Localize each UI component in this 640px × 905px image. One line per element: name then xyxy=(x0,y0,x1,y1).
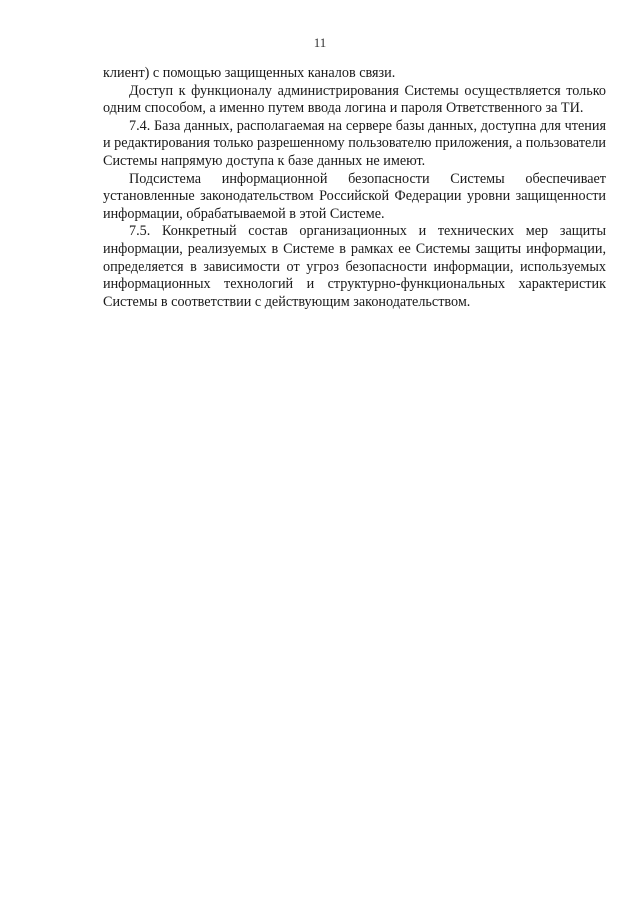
paragraph-7-5-protection-measures: 7.5. Конкретный состав организационных и технических мер защиты информации, реализуемых в Системе в рамках ее Системы защиты информации, определяется в зависимости от угроз безопасности информации, используемых информационных технологий и структурно-функциональных характеристик Системы в соответствии с действующим законодательством. xyxy=(103,223,606,310)
page-number: 11 xyxy=(313,35,327,50)
paragraph-admin-access: Доступ к функционалу администрирования Системы осуществляется только одним способом, а именно путем ввода логина и пароля Ответственного за ТИ. xyxy=(103,82,606,117)
paragraph-security-subsystem: Подсистема информационной безопасности Системы обеспечивает установленные законодательством Российской Федерации уровни защищенности информации, обрабатываемой в этой Системе. xyxy=(103,170,606,222)
paragraph-7-4-database: 7.4. База данных, располагаемая на сервере базы данных, доступна для чтения и редактирования только разрешенному пользователю приложения, а пользователи Системы напрямую доступа к базе данных не имеют. xyxy=(103,117,606,169)
paragraph-continuation: клиент) с помощью защищенных каналов связи. xyxy=(103,65,396,81)
document-body xyxy=(103,65,606,311)
